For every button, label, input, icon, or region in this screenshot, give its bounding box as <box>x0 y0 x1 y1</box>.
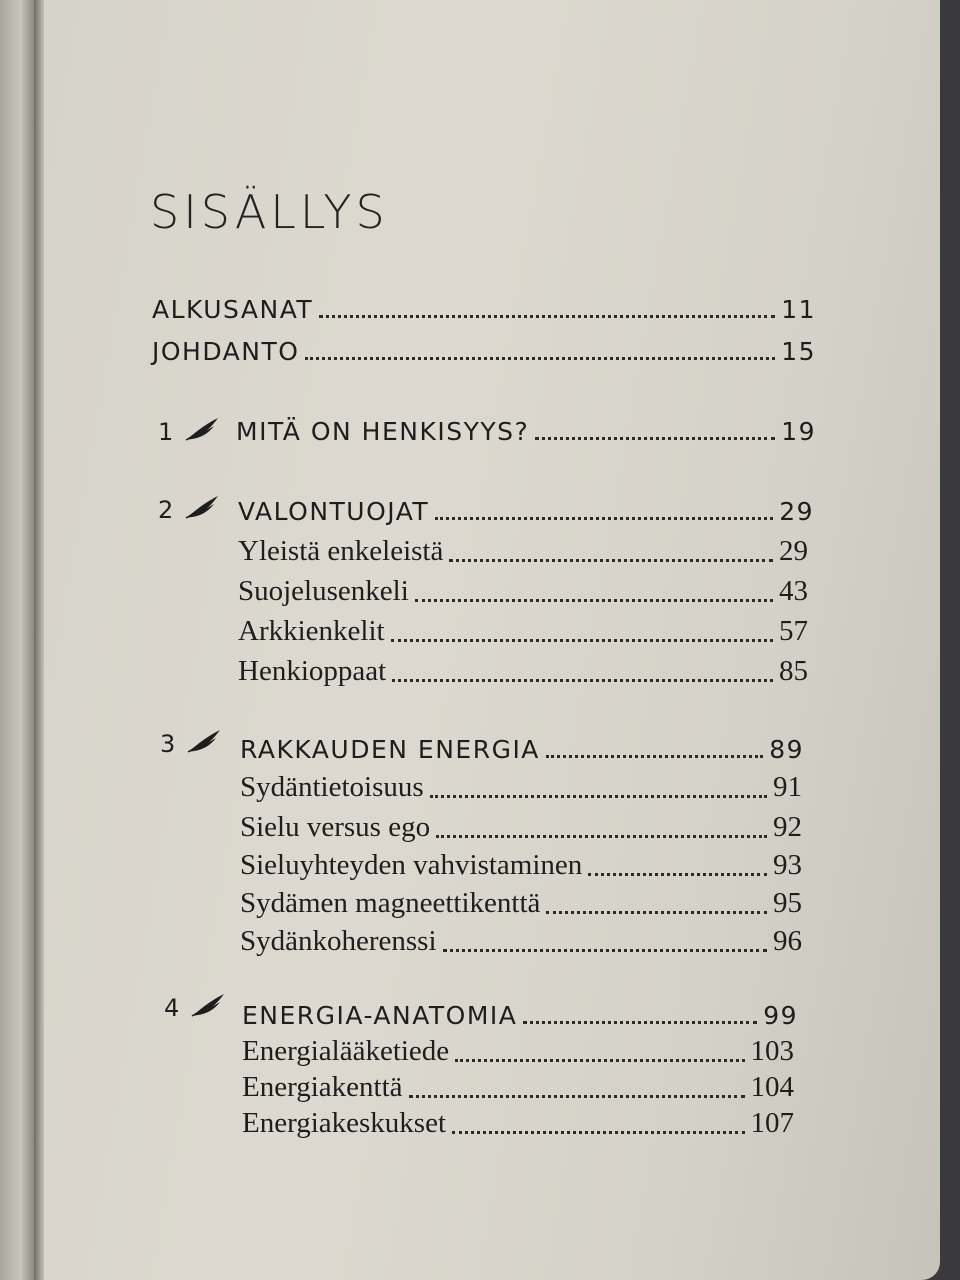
toc-entry-alkusanat <box>152 288 816 324</box>
chapter-entry-4 <box>242 994 798 1030</box>
section-title: Sielu versus ego <box>240 811 431 843</box>
toc-page-number: 29 <box>779 497 814 526</box>
chapter-number: 4 <box>164 994 180 1022</box>
section-title: Energialääketiede <box>242 1035 450 1067</box>
section-title: Sydänkoherenssi <box>240 925 437 957</box>
leader-dots <box>443 949 767 952</box>
toc-page-number: 43 <box>779 575 808 607</box>
section-entry <box>238 572 808 608</box>
page-title: SISÄLLYS <box>150 185 389 239</box>
section-entry <box>240 884 802 920</box>
leader-dots <box>523 1021 757 1024</box>
toc-page-number: 92 <box>773 811 802 843</box>
chapter-title: ENERGIA-ANATOMIA <box>242 1001 518 1030</box>
leader-dots <box>409 1095 745 1098</box>
chapter-entry-3 <box>240 728 804 764</box>
chapter-entry-1 <box>236 410 816 446</box>
toc-page-number: 89 <box>769 735 804 764</box>
toc-page-number: 19 <box>781 417 816 446</box>
toc-page-number: 29 <box>779 535 808 567</box>
section-entry <box>240 922 802 958</box>
feather-icon <box>186 728 222 754</box>
chapter-title: VALONTUOJAT <box>238 497 430 526</box>
leader-dots <box>588 873 767 876</box>
section-title: Energiakenttä <box>242 1071 403 1103</box>
toc-page-number: 99 <box>763 1001 798 1030</box>
leader-dots <box>449 559 773 562</box>
section-entry <box>238 652 808 688</box>
section-entry <box>240 768 802 804</box>
section-entry <box>238 532 808 568</box>
leader-dots <box>436 835 767 838</box>
chapter-title: RAKKAUDEN ENERGIA <box>240 735 540 764</box>
section-title: Sydämen magneettikenttä <box>240 887 541 919</box>
leader-dots <box>415 599 773 602</box>
leader-dots <box>319 315 775 318</box>
leader-dots <box>455 1059 744 1062</box>
section-title: Henkioppaat <box>238 655 387 687</box>
section-title: Sydäntietoisuus <box>240 771 424 803</box>
toc-entry-johdanto <box>152 330 816 366</box>
leader-dots <box>391 639 773 642</box>
toc-page-number: 57 <box>779 615 808 647</box>
section-entry <box>240 846 802 882</box>
chapter-number: 2 <box>158 496 174 524</box>
leader-dots <box>305 357 775 360</box>
section-entry <box>242 1068 794 1104</box>
book-gutter <box>34 0 44 1280</box>
toc-page-number: 85 <box>779 655 808 687</box>
toc-page-number: 91 <box>773 771 802 803</box>
toc-page-number: 95 <box>773 887 802 919</box>
toc-page-number: 96 <box>773 925 802 957</box>
left-page-edge <box>0 0 34 1280</box>
toc-page-number: 11 <box>781 295 816 324</box>
toc-page-number: 107 <box>750 1107 794 1139</box>
section-title: Yleistä enkeleistä <box>238 535 444 567</box>
toc-page-number: 104 <box>750 1071 794 1103</box>
chapter-number: 1 <box>158 418 174 446</box>
section-entry <box>238 612 808 648</box>
leader-dots <box>452 1131 744 1134</box>
leader-dots <box>535 437 775 440</box>
section-entry <box>242 1104 794 1140</box>
section-entry <box>242 1032 794 1068</box>
leader-dots <box>546 755 763 758</box>
feather-icon <box>184 416 220 442</box>
section-title: Arkkienkelit <box>238 615 385 647</box>
toc-entry-label: ALKUSANAT <box>152 295 314 324</box>
section-title: Energiakeskukset <box>242 1107 447 1139</box>
toc-page-number: 15 <box>781 337 816 366</box>
toc-page-number: 93 <box>773 849 802 881</box>
leader-dots <box>546 911 767 914</box>
chapter-title: MITÄ ON HENKISYYS? <box>236 417 530 446</box>
section-title: Suojelusenkeli <box>238 575 409 607</box>
toc-page-number: 103 <box>750 1035 794 1067</box>
chapter-number: 3 <box>160 730 176 758</box>
leader-dots <box>430 795 767 798</box>
feather-icon <box>184 494 220 520</box>
feather-icon <box>190 992 226 1018</box>
section-entry <box>240 808 802 844</box>
leader-dots <box>392 679 773 682</box>
section-title: Sieluyhteyden vahvistaminen <box>240 849 583 881</box>
leader-dots <box>435 517 773 520</box>
chapter-entry-2 <box>238 490 814 526</box>
toc-entry-label: JOHDANTO <box>152 337 300 366</box>
